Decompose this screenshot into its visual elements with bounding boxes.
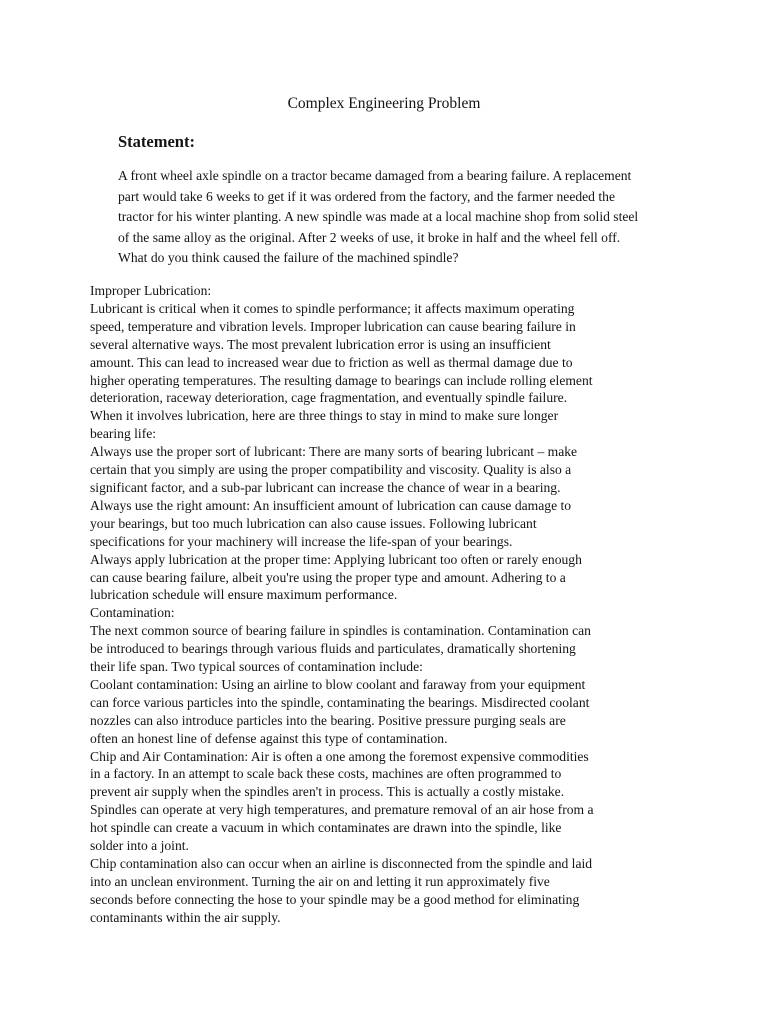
body-line: your bearings, but too much lubrication can also cause issues. Following lubricant [90, 515, 537, 531]
statement-line: A front wheel axle spindle on a tractor became damaged from a bearing failure. A replacement [118, 168, 632, 183]
body-line: Always use the proper sort of lubricant: There are many sorts of bearing lubricant – make [90, 444, 578, 460]
body-line: bearing life: [90, 426, 157, 442]
statement-line: tractor for his winter planting. A new spindle was made at a local machine shop from solid steel [118, 209, 639, 224]
statement-paragraph [118, 166, 658, 269]
page-title: Complex Engineering Problem [287, 95, 481, 112]
body-line: higher operating temperatures. The resulting damage to bearings can include rolling element [90, 372, 593, 388]
body-line: Lubricant is critical when it comes to spindle performance; it affects maximum operating [90, 300, 575, 316]
section-heading-improper-lubrication: Improper Lubrication: [90, 283, 212, 298]
body-line: nozzles can also introduce particles into the bearing. Positive pressure purging seals are [90, 712, 566, 728]
body-line: several alternative ways. The most prevalent lubrication error is using an insufficient [90, 336, 551, 352]
statement-heading: Statement: [118, 132, 195, 151]
statement-line: part would take 6 weeks to get if it was ordered from the factory, and the farmer needed the [118, 188, 615, 204]
body-line: prevent air supply when the spindles aren't in process. This is actually a costly mistake. [90, 784, 565, 800]
body-line: The next common source of bearing failure in spindles is contamination. Contamination can [90, 623, 591, 639]
body-line: in a factory. In an attempt to scale back these costs, machines are often programmed to [90, 766, 562, 782]
body-line: can cause bearing failure, albeit you're using the proper type and amount. Adhering to a [90, 569, 566, 585]
body-line: Spindles can operate at very high temperatures, and premature removal of an air hose from a [90, 802, 594, 818]
body-line: hot spindle can create a vacuum in which contaminates are drawn into the spindle, like [90, 820, 562, 836]
statement-line: What do you think caused the failure of the machined spindle? [118, 250, 459, 265]
body-line: significant factor, and a sub-par lubricant can increase the chance of wear in a bearing. [90, 479, 561, 495]
body-line: Always use the right amount: An insufficient amount of lubrication can cause damage to [90, 497, 572, 513]
body-line: their life span. Two typical sources of contamination include: [90, 659, 423, 675]
body-line: Chip and Air Contamination: Air is often a one among the foremost expensive commodities [90, 748, 589, 764]
body-line: often an honest line of defense against this type of contamination. [90, 730, 448, 746]
body-line: into an unclean environment. Turning the air on and letting it run approximately five [90, 873, 550, 889]
body-line: lubrication schedule will ensure maximum performance. [90, 587, 398, 603]
body-line: contaminants within the air supply. [90, 909, 281, 925]
body-line: specifications for your machinery will increase the life-span of your bearings. [90, 533, 513, 549]
body-line: speed, temperature and vibration levels. Improper lubrication can cause bearing failure in [90, 318, 576, 334]
body-line: When it involves lubrication, here are three things to stay in mind to make sure longer [90, 408, 559, 424]
body-line: certain that you simply are using the proper compatibility and viscosity. Quality is also a [90, 462, 572, 478]
body-line: deterioration, raceway deterioration, cage fragmentation, and eventually spindle failure. [90, 390, 568, 406]
body-line: be introduced to bearings through various fluids and particulates, dramatically shortening [90, 641, 576, 657]
body-line: can force various particles into the spindle, contaminating the bearings. Misdirected coolant [90, 694, 590, 710]
body-line: solder into a joint. [90, 838, 189, 854]
body-line: seconds before connecting the hose to your spindle may be a good method for eliminating [90, 891, 580, 907]
body-line: Chip contamination also can occur when an airline is disconnected from the spindle and laid [90, 856, 593, 871]
body-line: Coolant contamination: Using an airline to blow coolant and faraway from your equipment [90, 676, 586, 692]
body-text [90, 282, 690, 927]
body-line: Always apply lubrication at the proper time: Applying lubricant too often or rarely enough [90, 551, 582, 567]
body-line: amount. This can lead to increased wear due to friction as well as thermal damage due to [90, 354, 573, 370]
section-heading-contamination: Contamination: [90, 605, 175, 621]
statement-line: of the same alloy as the original. After 2 weeks of use, it broke in half and the wheel fell off. [118, 229, 621, 245]
